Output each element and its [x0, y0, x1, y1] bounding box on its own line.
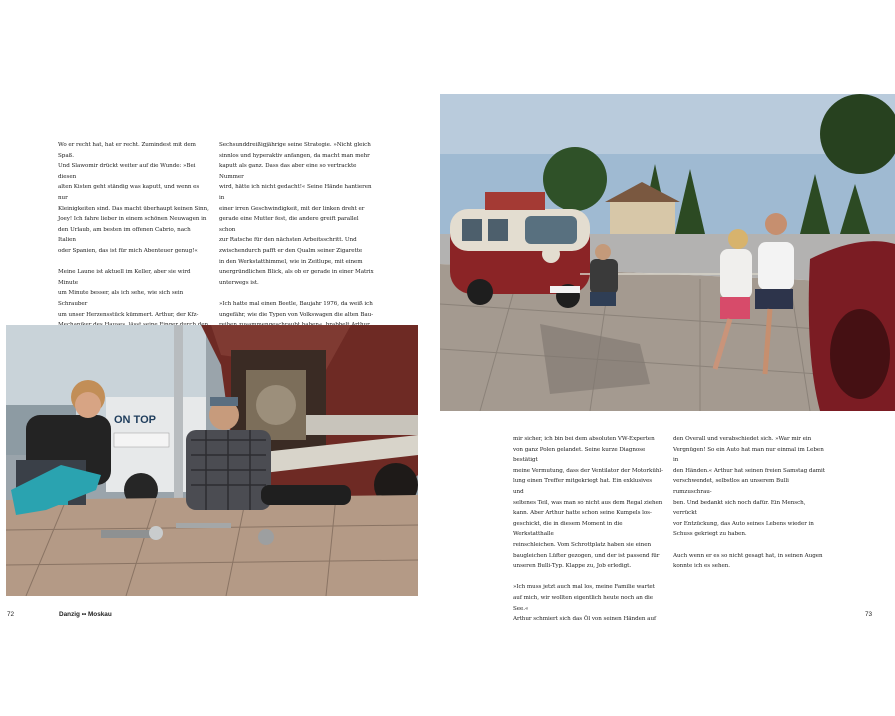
- truck-sign-text: ON TOP: [114, 414, 156, 426]
- right-page-column-1: [513, 434, 663, 635]
- paragraph: mir sicher, ich bin bei dem absoluten VW-Experten von ganz Polen gelandet. Seine kurze Diagnose bestätigt meine Vermutung, dass der Ventilator der Motorkühl- lung einen Treffer mitgekriegt hat. Ein exklusives und seltenes Teil, was man so nicht aus dem Regal ziehen kann. Aber Arthur hatte schon seine Kumpels los- geschickt, die in diesem Moment in die Werkstatthalle reinschleichen. Vom Schrottplatz haben sie einen baugleichen Lüfter gezogen, und der ist passend für unseren Bulli-Typ. Klappe zu, Job erledigt.: [513, 436, 663, 570]
- workshop-photo: [6, 325, 418, 596]
- running-head: Danzig •• Moskau: [59, 611, 112, 618]
- paragraph: Meine Laune ist aktuell im Keller, aber sie wird Minute um Minute besser, als ich sehe, wie sich sein Schrauber um unser Herzensstück kümmert. Arthur, der Kfz-: [58, 269, 199, 318]
- paragraph: Wo er recht hat, hat er recht. Zumindest mit dem Spaß. Und Slawomir drückt weiter auf die Wunde: »Bei diesen alten Kisten geht ständig was kaputt, und wenn es nur Kleinigkeiten sind. Das macht überhaupt keinen Sinn, Joey! Ich fahre lieber in einem schönen Neuwagen in den Urlaub, am besten im offenen Cabrio, nach Italien oder Spanien, das ist für mich Abenteuer genug!«: [58, 142, 209, 254]
- right-page-column-2: [673, 434, 825, 582]
- paragraph: »Ich muss jetzt auch mal los, meine Familie wartet auf mich, wir wollten eigentlich heute noch an die See.« Arthur schmiert sich das Öl von seinen Händen auf: [513, 584, 657, 623]
- left-page-column-2: [219, 140, 374, 352]
- paragraph: den Overall und verabschiedet sich. »War mir ein Vergnügen! So ein Auto hat man nur einmal im Leben in den Händen.« Arthur hat seinen freien Samstag damit verschwendet, selbstlos an unserem Bulli rumzuschrau- ben. Und bedankt sich noch dafür. Ein Mensch, verrückt vor Entzückung, das Auto seines Lebens wieder in Schuss gekriegt zu haben.: [673, 436, 825, 538]
- page-number-right: 73: [865, 611, 873, 618]
- page-number-left: 72: [7, 611, 15, 618]
- paragraph: »Ich hatte mal einen Beetle, Baujahr 1976, da weiß ich ungefähr, wie die Typen von Volkswagen die alten Bau-: [219, 300, 374, 318]
- towing-photo: [440, 94, 895, 411]
- paragraph: Sechsunddreißigjährige seine Strategie. »Nicht gleich sinnlos und hyperaktiv anfangen, da macht man mehr kaputt als ganz. Dass das aber eine so vertrackte Nummer wird, hätte ich nicht gedacht!« Seine Hände hantieren in einer irren Geschwindigkeit, mit der linken dreht er gerade eine Mutter fest, die andere greift parallel schon zur Ratsche für den nächsten Arbeitsschritt. Und zwischendurch pafft er den Qualm seiner Zigarette in den Werkstatthimmel, wie in Zeitlupe, mit einem unergründlichen Blick, als ob er gerade in einer Matrix unterwegs ist.: [219, 142, 374, 286]
- paragraph: Auch wenn er es so nicht gesagt hat, in seinen Augen konnte ich es sehen.: [673, 552, 823, 570]
